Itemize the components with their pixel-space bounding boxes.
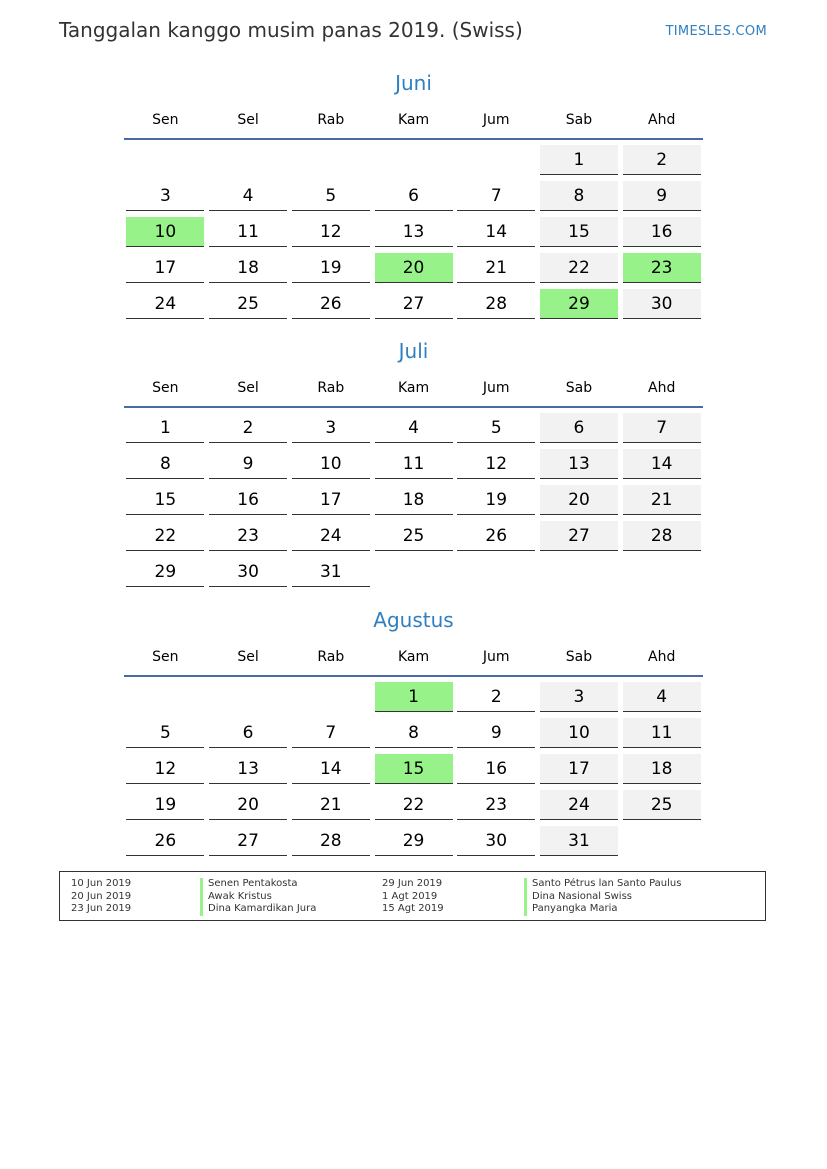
day-cell — [620, 181, 703, 217]
day-number: 18 — [623, 754, 701, 784]
day-number: 10 — [540, 718, 618, 748]
day-cell — [455, 181, 538, 217]
weekday-label: Rab — [317, 112, 345, 128]
weekday-label: Sen — [152, 112, 179, 128]
day-cell — [372, 217, 455, 253]
day-cell — [289, 754, 372, 790]
day-cell — [620, 413, 703, 449]
day-cell — [538, 790, 621, 826]
day-number: 22 — [375, 790, 453, 820]
day-cell — [289, 217, 372, 253]
day-number: 13 — [209, 754, 287, 784]
day-number: 17 — [540, 754, 618, 784]
day-cell — [289, 449, 372, 485]
day-number: 25 — [209, 289, 287, 319]
day-cell — [372, 790, 455, 826]
day-number: 15 — [375, 754, 453, 784]
day-cell — [289, 521, 372, 557]
day-cell — [455, 557, 538, 593]
day-number: 12 — [292, 217, 370, 247]
day-number: 10 — [292, 449, 370, 479]
day-cell — [455, 754, 538, 790]
day-number: 8 — [126, 449, 204, 479]
day-cell — [620, 449, 703, 485]
day-number: 9 — [457, 718, 535, 748]
week-row — [124, 181, 703, 217]
day-number: 3 — [292, 413, 370, 443]
day-number: 11 — [209, 217, 287, 247]
day-number: 27 — [209, 826, 287, 856]
week-row — [124, 217, 703, 253]
day-cell — [124, 253, 207, 289]
legend-holiday-name: Panyangka Maria — [524, 903, 681, 916]
day-number: 23 — [209, 521, 287, 551]
day-cell — [620, 682, 703, 718]
day-number: 24 — [540, 790, 618, 820]
weekday-label: Kam — [397, 380, 430, 396]
day-cell — [289, 485, 372, 521]
day-number: 26 — [457, 521, 535, 551]
day-cell — [289, 718, 372, 754]
day-cell — [538, 181, 621, 217]
brand-link[interactable]: TIMESLES.COM — [665, 24, 767, 39]
day-cell — [207, 521, 290, 557]
day-cell — [207, 682, 290, 718]
day-number: 10 — [126, 217, 204, 247]
day-number: 1 — [375, 682, 453, 712]
day-number: 11 — [623, 718, 701, 748]
day-number: 25 — [375, 521, 453, 551]
day-cell — [372, 449, 455, 485]
legend-holiday-name: Dina Kamardikan Jura — [200, 903, 316, 916]
day-number: 2 — [209, 413, 287, 443]
legend-holiday-name: Dina Nasional Swiss — [524, 891, 681, 904]
legend-dates-right — [382, 878, 444, 916]
day-number: 31 — [292, 557, 370, 587]
day-cell — [455, 413, 538, 449]
day-cell — [207, 826, 290, 862]
day-cell — [372, 289, 455, 325]
day-number: 12 — [126, 754, 204, 784]
week-row — [124, 485, 703, 521]
day-number: 2 — [623, 145, 701, 175]
legend-dates-left — [71, 878, 131, 916]
day-cell — [538, 413, 621, 449]
month-name: Juli — [398, 339, 429, 363]
day-cell — [124, 826, 207, 862]
day-cell — [372, 145, 455, 181]
week-row — [124, 449, 703, 485]
day-number: 20 — [540, 485, 618, 515]
day-number: 16 — [623, 217, 701, 247]
day-number: 5 — [457, 413, 535, 443]
weekday-label: Sel — [237, 380, 259, 396]
weekday-label: Sab — [565, 649, 593, 665]
week-row — [124, 253, 703, 289]
day-cell — [620, 485, 703, 521]
day-number: 17 — [292, 485, 370, 515]
day-cell — [620, 754, 703, 790]
day-cell — [372, 682, 455, 718]
day-cell — [538, 826, 621, 862]
weekday-label: Jum — [482, 649, 510, 665]
day-cell — [538, 557, 621, 593]
weekday-header — [124, 110, 703, 140]
day-number: 24 — [126, 289, 204, 319]
weekday-label: Jum — [482, 380, 510, 396]
day-cell — [538, 289, 621, 325]
day-cell — [207, 413, 290, 449]
day-cell — [620, 289, 703, 325]
day-cell — [620, 790, 703, 826]
day-cell — [207, 754, 290, 790]
day-number: 20 — [209, 790, 287, 820]
day-cell — [124, 145, 207, 181]
day-number: 14 — [292, 754, 370, 784]
day-number: 24 — [292, 521, 370, 551]
weeks — [124, 413, 703, 593]
day-cell — [124, 485, 207, 521]
day-cell — [538, 253, 621, 289]
day-cell — [372, 754, 455, 790]
day-number: 4 — [623, 682, 701, 712]
day-number: 19 — [457, 485, 535, 515]
day-cell — [124, 557, 207, 593]
weekday-label: Kam — [397, 649, 430, 665]
weekday-label: Sen — [152, 649, 179, 665]
day-cell — [207, 145, 290, 181]
day-cell — [455, 826, 538, 862]
legend-date: 1 Agt 2019 — [382, 890, 438, 902]
day-number: 13 — [540, 449, 618, 479]
day-number: 29 — [126, 557, 204, 587]
day-cell — [620, 826, 703, 862]
day-number: 18 — [375, 485, 453, 515]
legend-holiday-name: Santo Pétrus lan Santo Paulus — [524, 878, 681, 891]
day-cell — [207, 485, 290, 521]
day-number: 28 — [623, 521, 701, 551]
day-number: 27 — [540, 521, 618, 551]
day-number: 13 — [375, 217, 453, 247]
day-cell — [124, 790, 207, 826]
day-cell — [207, 217, 290, 253]
day-number: 9 — [209, 449, 287, 479]
day-cell — [538, 485, 621, 521]
day-number: 19 — [292, 253, 370, 283]
weekday-label: Sab — [565, 112, 593, 128]
day-number: 8 — [540, 181, 618, 211]
day-cell — [207, 557, 290, 593]
day-number: 2 — [457, 682, 535, 712]
month-june — [124, 68, 703, 325]
day-cell — [372, 253, 455, 289]
month-august — [124, 605, 703, 862]
day-cell — [372, 521, 455, 557]
month-july — [124, 336, 703, 593]
day-number: 14 — [623, 449, 701, 479]
weekday-label: Jum — [482, 112, 510, 128]
day-cell — [455, 682, 538, 718]
day-number: 30 — [209, 557, 287, 587]
day-number: 4 — [209, 181, 287, 211]
day-cell — [372, 181, 455, 217]
weekday-label: Rab — [317, 649, 345, 665]
day-number: 17 — [126, 253, 204, 283]
week-row — [124, 557, 703, 593]
day-cell — [455, 253, 538, 289]
day-number: 18 — [209, 253, 287, 283]
day-cell — [620, 253, 703, 289]
day-cell — [207, 289, 290, 325]
day-cell — [455, 790, 538, 826]
legend-date: 29 Jun 2019 — [382, 878, 443, 889]
day-number: 6 — [375, 181, 453, 211]
day-number: 7 — [457, 181, 535, 211]
day-number: 20 — [375, 253, 453, 283]
day-number: 7 — [292, 718, 370, 748]
day-cell — [124, 449, 207, 485]
day-cell — [289, 413, 372, 449]
week-row — [124, 790, 703, 826]
day-number: 29 — [375, 826, 453, 856]
day-number: 30 — [457, 826, 535, 856]
week-row — [124, 413, 703, 449]
day-cell — [372, 718, 455, 754]
legend-date: 23 Jun 2019 — [71, 903, 132, 914]
month-name: Juni — [395, 71, 432, 95]
day-cell — [289, 826, 372, 862]
day-number: 21 — [457, 253, 535, 283]
legend-date: 15 Agt 2019 — [382, 903, 444, 914]
weekday-label: Sel — [237, 112, 259, 128]
day-cell — [289, 145, 372, 181]
day-cell — [207, 718, 290, 754]
week-row — [124, 145, 703, 181]
day-cell — [289, 181, 372, 217]
day-cell — [124, 181, 207, 217]
week-row — [124, 682, 703, 718]
legend-date: 20 Jun 2019 — [71, 890, 132, 902]
day-cell — [124, 217, 207, 253]
legend-names-right — [524, 878, 681, 916]
day-cell — [124, 413, 207, 449]
day-number: 21 — [623, 485, 701, 515]
day-number: 25 — [623, 790, 701, 820]
day-number: 28 — [292, 826, 370, 856]
day-cell — [455, 485, 538, 521]
weekday-label: Ahd — [648, 649, 676, 665]
day-cell — [538, 217, 621, 253]
week-row — [124, 718, 703, 754]
day-number: 22 — [540, 253, 618, 283]
weekday-label: Rab — [317, 380, 345, 396]
day-cell — [620, 718, 703, 754]
week-row — [124, 754, 703, 790]
day-number: 28 — [457, 289, 535, 319]
day-cell — [455, 289, 538, 325]
day-number: 7 — [623, 413, 701, 443]
day-number: 3 — [540, 682, 618, 712]
day-number: 22 — [126, 521, 204, 551]
month-name: Agustus — [373, 608, 454, 632]
day-cell — [289, 682, 372, 718]
day-cell — [372, 557, 455, 593]
day-number: 26 — [292, 289, 370, 319]
day-number: 27 — [375, 289, 453, 319]
day-number: 12 — [457, 449, 535, 479]
day-cell — [538, 449, 621, 485]
day-cell — [538, 682, 621, 718]
day-cell — [207, 449, 290, 485]
day-cell — [289, 253, 372, 289]
day-cell — [124, 289, 207, 325]
day-number: 6 — [540, 413, 618, 443]
legend-names-left — [200, 878, 316, 916]
day-number: 15 — [540, 217, 618, 247]
day-cell — [124, 682, 207, 718]
day-number: 30 — [623, 289, 701, 319]
day-cell — [289, 790, 372, 826]
legend-holiday-name: Awak Kristus — [200, 891, 316, 904]
day-number: 5 — [292, 181, 370, 211]
day-number: 23 — [457, 790, 535, 820]
day-cell — [372, 485, 455, 521]
day-cell — [124, 521, 207, 557]
day-cell — [372, 826, 455, 862]
weekday-label: Sab — [565, 380, 593, 396]
day-number: 9 — [623, 181, 701, 211]
week-row — [124, 521, 703, 557]
day-cell — [455, 449, 538, 485]
day-cell — [289, 289, 372, 325]
day-cell — [538, 145, 621, 181]
weekday-header — [124, 647, 703, 677]
day-number: 1 — [126, 413, 204, 443]
day-cell — [620, 217, 703, 253]
day-cell — [207, 181, 290, 217]
day-number: 4 — [375, 413, 453, 443]
day-cell — [620, 145, 703, 181]
day-number: 26 — [126, 826, 204, 856]
day-cell — [207, 253, 290, 289]
day-cell — [538, 718, 621, 754]
day-number: 14 — [457, 217, 535, 247]
day-cell — [289, 557, 372, 593]
day-cell — [620, 557, 703, 593]
week-row — [124, 289, 703, 325]
day-cell — [372, 413, 455, 449]
weekday-header — [124, 378, 703, 408]
day-number: 6 — [209, 718, 287, 748]
day-cell — [538, 521, 621, 557]
day-number: 23 — [623, 253, 701, 283]
day-cell — [455, 521, 538, 557]
day-cell — [124, 754, 207, 790]
day-number: 16 — [457, 754, 535, 784]
day-number: 1 — [540, 145, 618, 175]
weekday-label: Ahd — [648, 112, 676, 128]
day-number: 15 — [126, 485, 204, 515]
day-cell — [207, 790, 290, 826]
day-cell — [620, 521, 703, 557]
weekday-label: Sen — [152, 380, 179, 396]
holiday-legend — [59, 871, 766, 921]
day-number: 8 — [375, 718, 453, 748]
day-number: 16 — [209, 485, 287, 515]
day-number: 29 — [540, 289, 618, 319]
legend-holiday-name: Senen Pentakosta — [200, 878, 316, 891]
day-number: 31 — [540, 826, 618, 856]
weeks — [124, 145, 703, 325]
day-cell — [455, 145, 538, 181]
day-cell — [455, 217, 538, 253]
day-number: 11 — [375, 449, 453, 479]
weekday-label: Sel — [237, 649, 259, 665]
weeks — [124, 682, 703, 862]
day-cell — [538, 754, 621, 790]
day-cell — [455, 718, 538, 754]
weekday-label: Ahd — [648, 380, 676, 396]
day-number: 5 — [126, 718, 204, 748]
day-number: 19 — [126, 790, 204, 820]
day-cell — [124, 718, 207, 754]
weekday-label: Kam — [397, 112, 430, 128]
week-row — [124, 826, 703, 862]
day-number: 21 — [292, 790, 370, 820]
legend-date: 10 Jun 2019 — [71, 878, 132, 889]
page-title: Tanggalan kanggo musim panas 2019. (Swiss) — [59, 18, 523, 42]
day-number: 3 — [126, 181, 204, 211]
